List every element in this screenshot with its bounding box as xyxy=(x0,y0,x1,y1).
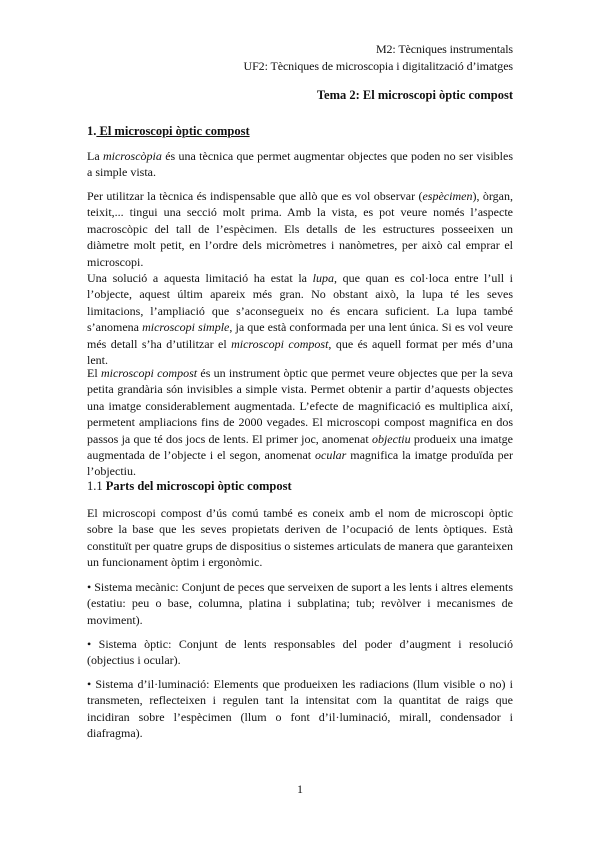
section-1-heading xyxy=(87,123,513,139)
text-run: és una tècnica que permet augmentar objectes que poden no ser visibles a simple vista. xyxy=(87,149,513,180)
text-run: , que quan es col·loca entre l’ull i l’objecte, aquest últim apareix més gran. No obstant això, la lupa té les seves limitacions, l’ampliació que s’aconsegueix no és encara suficient. La lupa també s’anomena xyxy=(87,271,513,335)
paragraph-parts: El microscopi compost d’ús comú també es coneix amb el nom de microscopi òptic sobre la base que les seves propietats deriven de l’ocupació de lents òptiques. Està constituït per quatre grups de dispositius o sistemes articulats de manera que garanteixen un funcionament òptim i ergonòmic. xyxy=(87,506,513,570)
term-ocular: ocular xyxy=(315,448,347,463)
text-run: produeix una imatge augmentada de l’objecte i el segon, anomenat xyxy=(87,431,513,463)
bullet-illumination-system: • Sistema d’il·luminació: Elements que produeixen les radiacions (llum visible o no) i transmeten, reflecteixen i regulen tant la intensitat com la quantitat de raigs que incidiran sobre l’espècimen (llum o font d’il·luminació, mirall, condensador i diafragma). xyxy=(87,677,513,741)
term-objectiu: objectiu xyxy=(371,431,411,446)
header-module: M2: Tècniques instrumentals xyxy=(375,42,513,56)
section-1-title: El microscopi òptic compost xyxy=(96,124,250,138)
text-run: Una solució a aquesta limitació ha estat la xyxy=(87,271,313,286)
text-run: és un instrument òptic que permet veure objectes que per la seva petita grandària són invisibles a simple vista. Permet obtenir a partir d’aquests objectes una imatge considerablement augmentada. L’efecte de magnificació es multiplica així, permetent ampliacions fins de 2000 vegades. El microscopi compost magnifica en dos passos ja que té dos jocs de lents. El primer joc, anomenat xyxy=(87,366,513,446)
text-run: Per utilitzar la tècnica és indispensable que allò que es vol observar ( xyxy=(87,189,423,203)
term-microscopi-compost: microscopi compost xyxy=(231,336,329,351)
term-microscopi-compost: microscopi compost xyxy=(100,366,198,380)
paragraph-intro xyxy=(87,148,513,181)
bullet-mechanical-system: • Sistema mecànic: Conjunt de peces que serveixen de suport a les lents i altres elements (estatiu: peu o base, columna, platina i subplatina; tub; revòlver i mecanismes de moviment). xyxy=(87,580,513,627)
topic-title: Tema 2: El microscopi òptic compost xyxy=(316,88,513,102)
section-1-1-number: 1.1 xyxy=(87,479,106,493)
term-microscopia: microscòpia xyxy=(102,149,162,163)
paragraph-compound-microscope xyxy=(87,365,513,480)
text-run: , que és aquell format per més d’una lent. xyxy=(87,336,513,368)
paragraph-specimen xyxy=(87,188,513,368)
text-run: ), òrgan, teixit,... tingui una secció molt prima. Amb la vista, es pot veure només l’aspecte macroscòpic del tall de l’espècimen. Els detalls de les estructures posseeixen un diàmetre molt petit, en l’ordre dels micròmetres i nanòmetres, per això cal emprar el microscopi. xyxy=(87,189,513,269)
text-run: , ja que està conformada per una lent única. Si es vol veure més detall s’ha d’utilitzar el xyxy=(87,320,514,351)
term-especimen: espècimen xyxy=(422,189,473,203)
page-number: 1 xyxy=(297,782,303,796)
header-unit: UF2: Tècniques de microscopia i digitalització d’imatges xyxy=(243,59,513,73)
text-run: La xyxy=(87,149,103,163)
bullet-optical-system: • Sistema òptic: Conjunt de lents responsables del poder d’augment i resolució (objectius i ocular). xyxy=(87,637,513,668)
term-lupa: lupa xyxy=(312,271,334,286)
section-1-1-title: Parts del microscopi òptic compost xyxy=(105,479,292,493)
section-1-1-heading xyxy=(87,478,513,494)
text-run: El xyxy=(87,366,101,380)
term-microscopi-simple: microscopi simple xyxy=(142,320,230,335)
section-1-number: 1. xyxy=(87,124,97,138)
text-run: magnifica la imatge produïda per l’objectiu. xyxy=(87,448,513,479)
